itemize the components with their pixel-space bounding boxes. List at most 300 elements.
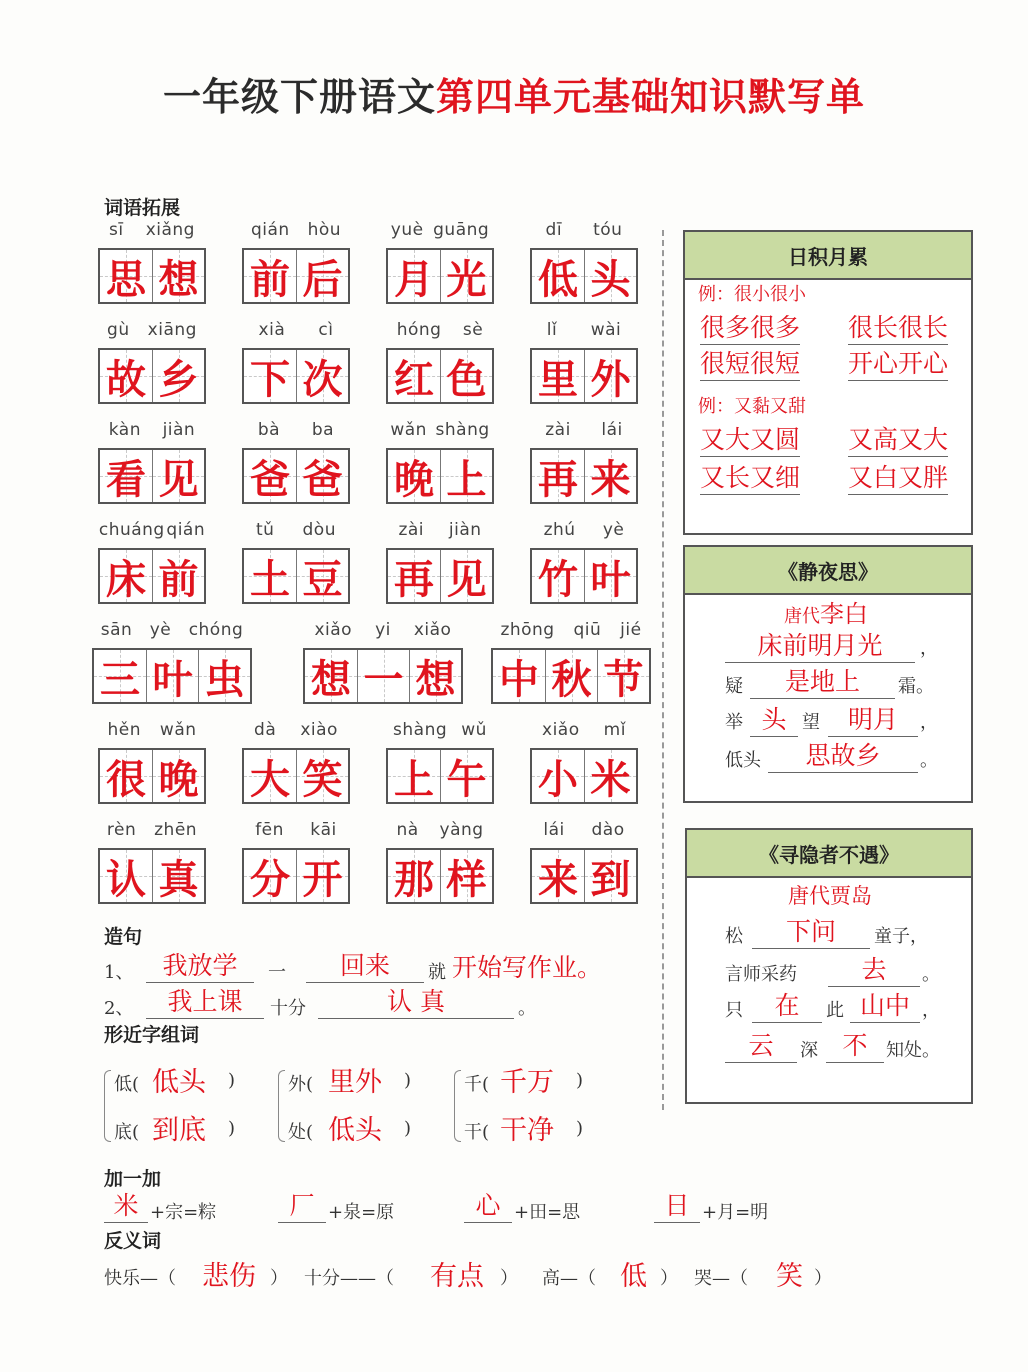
- pinyin-syllable: kāi: [310, 820, 337, 840]
- pinyin: [386, 520, 494, 540]
- poem2-line1: 下问: [752, 912, 870, 949]
- hanzi: 里: [538, 355, 578, 403]
- tianzige-cell: [388, 750, 440, 802]
- riji-example-1: 例：很小很小: [698, 284, 806, 305]
- hanzi: 来: [538, 855, 578, 903]
- hanzi: 想: [415, 655, 456, 703]
- tianzige-cell: [440, 250, 492, 302]
- poem-jingyesi-title: 《静夜思》: [685, 547, 971, 595]
- tianzige-cell: [584, 750, 636, 802]
- tianzige-cell: [597, 650, 649, 702]
- hanzi: 叶: [590, 555, 631, 603]
- pinyin-syllable: gù: [107, 320, 130, 340]
- antonym-word: 哭—（: [694, 1268, 748, 1289]
- hanzi: 虫: [204, 655, 245, 703]
- sentence1-part2: 回来: [306, 946, 424, 983]
- punct: ，: [922, 1000, 940, 1021]
- tianzige-cell: [584, 550, 636, 602]
- section-sentence: 造句: [104, 926, 143, 948]
- pinyin-syllable: sè: [462, 320, 484, 340]
- tianzige-cell: [440, 750, 492, 802]
- hanzi: 爸: [302, 455, 343, 503]
- tianzige-cell: [440, 350, 492, 402]
- punct: ): [576, 1070, 584, 1091]
- tianzige-cell: [357, 650, 409, 702]
- sentence-number: 2、: [104, 998, 134, 1019]
- pinyin-syllable: dào: [591, 820, 625, 840]
- tianzige-cell: [296, 850, 348, 902]
- tianzige-cell: [146, 650, 198, 702]
- title-red: 第四单元基础知识默写单: [436, 74, 866, 119]
- hanzi: 大: [250, 755, 290, 803]
- hanzi: 午: [446, 755, 487, 803]
- similar-char: 千(: [464, 1074, 490, 1095]
- add-formula: +田=思: [514, 1202, 581, 1223]
- tianzige-cell: [440, 450, 492, 502]
- tianzige-box: [303, 648, 463, 704]
- pinyin-syllable: guāng: [433, 220, 490, 240]
- hanzi: 来: [590, 455, 631, 503]
- poem-text: 松: [725, 926, 743, 947]
- pinyin-syllable: xià: [258, 320, 286, 340]
- hanzi: 见: [446, 555, 487, 603]
- pinyin-syllable: hěn: [107, 720, 141, 740]
- hanzi: 红: [394, 355, 434, 403]
- tianzige-box: [242, 548, 350, 604]
- pinyin-syllable: dòu: [302, 520, 336, 540]
- pinyin-syllable: sī: [109, 220, 124, 240]
- tianzige-box: [491, 648, 651, 704]
- punct: ，: [920, 712, 938, 733]
- punct: ): [228, 1118, 236, 1139]
- hanzi: 上: [446, 455, 487, 503]
- similar-answer: 低头: [328, 1115, 382, 1146]
- pinyin-syllable: wǎn: [390, 420, 427, 440]
- section-vocab: 词语拓展: [104, 197, 181, 219]
- tianzige-cell: [584, 350, 636, 402]
- pinyin-syllable: zài: [545, 420, 571, 440]
- pinyin-syllable: lái: [543, 820, 565, 840]
- page-title: [0, 66, 1028, 121]
- pinyin-syllable: bà: [257, 420, 281, 440]
- pinyin: [98, 720, 206, 740]
- title-black: 一年级下册语文: [162, 74, 436, 119]
- hanzi: 故: [106, 355, 146, 403]
- hanzi: 分: [250, 855, 290, 903]
- tianzige-cell: [100, 750, 152, 802]
- hanzi: 小: [538, 755, 578, 803]
- poem2-line4b: 不: [826, 1026, 884, 1063]
- pinyin-syllable: wǎn: [159, 720, 197, 740]
- divider: [662, 230, 664, 1110]
- tianzige-cell: [296, 450, 348, 502]
- pinyin-syllable: dà: [254, 720, 277, 740]
- hanzi: 中: [499, 655, 539, 703]
- hanzi: 下: [250, 355, 290, 403]
- hanzi: 次: [302, 355, 343, 403]
- pinyin-syllable: nà: [396, 820, 419, 840]
- tianzige-box: [386, 348, 494, 404]
- hanzi: 那: [394, 855, 434, 903]
- hanzi: 想: [158, 255, 199, 303]
- poem1-line3a: 头: [750, 700, 798, 737]
- tianzige-cell: [296, 550, 348, 602]
- sentence-text: 十分: [270, 998, 306, 1019]
- punct: ）: [814, 1268, 832, 1289]
- tianzige-cell: [532, 750, 584, 802]
- tianzige-box: [98, 548, 206, 604]
- add-formula: +宗=粽: [150, 1202, 217, 1223]
- tianzige-box: [386, 848, 494, 904]
- tianzige-cell: [388, 250, 440, 302]
- pinyin: [530, 220, 638, 240]
- pinyin-syllable: chóng: [188, 620, 244, 640]
- tianzige-box: [386, 448, 494, 504]
- poem2-author: 唐代贾岛: [788, 884, 872, 908]
- hanzi: 后: [302, 255, 343, 303]
- pinyin: [242, 320, 350, 340]
- brace: [104, 1070, 111, 1142]
- pinyin: [92, 620, 252, 640]
- pinyin-syllable: xiǎo: [314, 620, 353, 640]
- tianzige-cell: [440, 550, 492, 602]
- poem-text: 言师采药: [725, 964, 797, 985]
- hanzi: 再: [394, 555, 434, 603]
- pinyin: [242, 520, 350, 540]
- similar-answer: 低头: [152, 1067, 206, 1098]
- antonym-answer: 低: [620, 1261, 647, 1292]
- tianzige-cell: [545, 650, 597, 702]
- hanzi: 外: [590, 355, 631, 403]
- tianzige-box: [242, 848, 350, 904]
- similar-char: 低(: [114, 1074, 140, 1095]
- pinyin: [530, 420, 638, 440]
- pinyin: [242, 820, 350, 840]
- poem-text: 此: [826, 1000, 844, 1021]
- punct: ): [404, 1070, 412, 1091]
- pinyin-syllable: lái: [601, 420, 623, 440]
- riji-word: 又白又胖: [848, 458, 948, 495]
- pinyin-syllable: zhú: [543, 520, 576, 540]
- poem2-line4a: 云: [725, 1026, 797, 1063]
- tianzige-cell: [388, 350, 440, 402]
- similar-answer: 里外: [328, 1067, 382, 1098]
- pinyin: [98, 820, 206, 840]
- pinyin-syllable: chuáng: [98, 520, 165, 540]
- riji-word: 开心开心: [848, 344, 948, 381]
- section-add: 加一加: [104, 1168, 162, 1190]
- pinyin-syllable: ba: [311, 420, 335, 440]
- pinyin: [491, 620, 651, 640]
- hanzi: 乡: [158, 355, 199, 403]
- hanzi: 思: [106, 255, 146, 303]
- pinyin-syllable: hóng: [396, 320, 442, 340]
- pinyin-syllable: wǔ: [461, 720, 487, 740]
- add-answer: 心: [464, 1186, 512, 1223]
- pinyin-syllable: shàng: [393, 720, 448, 740]
- pinyin-syllable: xiāng: [147, 320, 197, 340]
- pinyin-syllable: dī: [545, 220, 563, 240]
- sentence2-part2: 认 真: [318, 982, 514, 1019]
- tianzige-cell: [296, 350, 348, 402]
- hanzi: 很: [106, 755, 146, 803]
- similar-char: 外(: [288, 1074, 314, 1095]
- sentence-text: 一: [268, 962, 286, 983]
- pinyin-syllable: yàng: [439, 820, 484, 840]
- similar-char: 处(: [288, 1122, 314, 1143]
- pinyin: [530, 820, 638, 840]
- poem-text: 疑: [725, 676, 743, 697]
- tianzige-cell: [152, 250, 204, 302]
- tianzige-box: [242, 748, 350, 804]
- hanzi: 床: [106, 555, 146, 603]
- similar-char: 干(: [464, 1122, 490, 1143]
- hanzi: 土: [250, 555, 290, 603]
- pinyin-syllable: lǐ: [546, 320, 558, 340]
- tianzige-box: [386, 748, 494, 804]
- poem1-author: [784, 594, 868, 629]
- tianzige-cell: [532, 550, 584, 602]
- poem-text: 深: [800, 1040, 818, 1061]
- pinyin: [242, 420, 350, 440]
- hanzi: 竹: [538, 555, 578, 603]
- poem1-dynasty: 唐代: [784, 606, 820, 627]
- hanzi: 秋: [551, 655, 592, 703]
- pinyin-syllable: wài: [590, 320, 622, 340]
- pinyin: [98, 220, 206, 240]
- pinyin-syllable: mǐ: [603, 720, 626, 740]
- antonym-answer: 有点: [430, 1261, 484, 1292]
- punct: ）: [500, 1268, 518, 1289]
- tianzige-cell: [100, 250, 152, 302]
- tianzige-cell: [244, 450, 296, 502]
- tianzige-box: [386, 248, 494, 304]
- pinyin: [303, 620, 463, 640]
- pinyin-syllable: fēn: [255, 820, 284, 840]
- brace: [278, 1070, 285, 1142]
- hanzi: 色: [446, 355, 487, 403]
- tianzige-cell: [532, 850, 584, 902]
- tianzige-cell: [532, 250, 584, 302]
- pinyin-syllable: xiǎng: [145, 220, 195, 240]
- pinyin: [98, 420, 206, 440]
- poem2-line3b: 山中: [850, 986, 920, 1023]
- poem-text: 知处。: [886, 1040, 940, 1061]
- punct: 。: [920, 750, 938, 771]
- add-answer: 日: [654, 1186, 700, 1223]
- antonym-word: 高—（: [542, 1268, 596, 1289]
- pinyin-syllable: zhēn: [154, 820, 198, 840]
- punct: 。: [922, 964, 940, 985]
- antonym-word: 快乐—（: [104, 1268, 176, 1289]
- sentence-number: 1、: [104, 962, 134, 983]
- riji-word: 又大又圆: [700, 420, 800, 457]
- poem-text: 霜。: [898, 676, 934, 697]
- tianzige-cell: [584, 450, 636, 502]
- pinyin: [242, 220, 350, 240]
- tianzige-cell: [493, 650, 545, 702]
- punct: ）: [270, 1268, 288, 1289]
- pinyin-syllable: jié: [620, 620, 642, 640]
- hanzi: 晚: [158, 755, 199, 803]
- hanzi: 爸: [250, 455, 290, 503]
- tianzige-cell: [198, 650, 250, 702]
- pinyin: [530, 520, 638, 540]
- pinyin-syllable: tóu: [593, 220, 623, 240]
- add-formula: +泉=原: [328, 1202, 395, 1223]
- tianzige-cell: [100, 550, 152, 602]
- hanzi: 到: [590, 855, 631, 903]
- pinyin-syllable: cì: [318, 320, 334, 340]
- pinyin: [98, 520, 206, 540]
- tianzige-cell: [244, 350, 296, 402]
- hanzi: 前: [250, 255, 290, 303]
- tianzige-box: [530, 548, 638, 604]
- brace: [454, 1070, 461, 1142]
- riji-title: 日积月累: [685, 232, 971, 280]
- hanzi: 想: [311, 655, 351, 703]
- tianzige-cell: [244, 250, 296, 302]
- pinyin: [530, 320, 638, 340]
- tianzige-box: [530, 748, 638, 804]
- pinyin-syllable: zài: [398, 520, 425, 540]
- tianzige-cell: [296, 750, 348, 802]
- tianzige-box: [98, 448, 206, 504]
- pinyin-syllable: kàn: [108, 420, 142, 440]
- add-formula: +月=明: [702, 1202, 769, 1223]
- tianzige-box: [530, 448, 638, 504]
- pinyin: [530, 720, 638, 740]
- tianzige-box: [530, 348, 638, 404]
- pinyin-syllable: jiàn: [162, 420, 196, 440]
- poem2-line2: 去: [828, 950, 920, 987]
- tianzige-cell: [305, 650, 357, 702]
- punct: ): [404, 1118, 412, 1139]
- antonym-answer: 悲伤: [202, 1261, 256, 1292]
- poem-text: 低头: [725, 750, 761, 771]
- punct: ）: [660, 1268, 678, 1289]
- hanzi: 前: [158, 555, 199, 603]
- tianzige-cell: [244, 550, 296, 602]
- hanzi: 真: [158, 855, 199, 903]
- hanzi: 三: [100, 655, 140, 703]
- add-answer: 厂: [278, 1186, 326, 1223]
- pinyin: [386, 420, 494, 440]
- pinyin-syllable: jiàn: [448, 520, 482, 540]
- tianzige-cell: [152, 750, 204, 802]
- tianzige-cell: [152, 450, 204, 502]
- sentence-text: 就: [428, 962, 446, 983]
- punct: ，: [920, 638, 938, 659]
- punct: 。: [518, 998, 536, 1019]
- hanzi: 头: [590, 255, 631, 303]
- add-answer: 米: [104, 1186, 148, 1223]
- pinyin-syllable: xiǎo: [413, 620, 452, 640]
- tianzige-cell: [100, 450, 152, 502]
- riji-word: 又高又大: [848, 420, 948, 457]
- hanzi: 晚: [394, 455, 434, 503]
- tianzige-cell: [388, 550, 440, 602]
- hanzi: 米: [590, 755, 631, 803]
- hanzi: 月: [394, 255, 434, 303]
- hanzi: 认: [106, 855, 146, 903]
- tianzige-box: [242, 248, 350, 304]
- poem-text: 只: [725, 1000, 743, 1021]
- tianzige-cell: [244, 850, 296, 902]
- pinyin: [98, 320, 206, 340]
- pinyin-syllable: hòu: [307, 220, 342, 240]
- tianzige-cell: [388, 850, 440, 902]
- poem-text: 童子，: [874, 926, 928, 947]
- punct: ): [228, 1070, 236, 1091]
- pinyin-syllable: sān: [100, 620, 133, 640]
- tianzige-box: [530, 848, 638, 904]
- tianzige-cell: [388, 450, 440, 502]
- hanzi: 看: [106, 455, 146, 503]
- poem-xunyin-title: 《寻隐者不遇》: [687, 830, 971, 878]
- tianzige-cell: [94, 650, 146, 702]
- antonym-word: 十分——（: [304, 1268, 394, 1289]
- tianzige-cell: [152, 550, 204, 602]
- tianzige-box: [530, 248, 638, 304]
- riji-example-2: 例：又黏又甜: [698, 396, 806, 417]
- tianzige-box: [386, 548, 494, 604]
- pinyin-syllable: qián: [250, 220, 290, 240]
- tianzige-cell: [584, 250, 636, 302]
- tianzige-cell: [440, 850, 492, 902]
- tianzige-box: [242, 348, 350, 404]
- sentence1-part1: 我放学: [146, 946, 254, 983]
- poem-text: 举: [725, 712, 743, 733]
- poem1-poet: 李白: [820, 600, 868, 628]
- tianzige-cell: [244, 750, 296, 802]
- hanzi: 豆: [302, 555, 343, 603]
- poem1-line1: 床前明月光: [725, 626, 915, 663]
- tianzige-cell: [100, 850, 152, 902]
- tianzige-cell: [152, 850, 204, 902]
- sentence1-part3: 开始写作业。: [452, 953, 603, 982]
- hanzi: 上: [394, 755, 434, 803]
- riji-word: 很长很长: [848, 308, 948, 345]
- pinyin-syllable: yuè: [390, 220, 424, 240]
- tianzige-box: [98, 748, 206, 804]
- punct: ): [576, 1118, 584, 1139]
- pinyin: [242, 720, 350, 740]
- hanzi: 光: [446, 255, 487, 303]
- pinyin: [386, 320, 494, 340]
- tianzige-box: [98, 348, 206, 404]
- sentence2-part1: 我上课: [146, 982, 264, 1019]
- tianzige-cell: [296, 250, 348, 302]
- tianzige-box: [92, 648, 252, 704]
- tianzige-box: [98, 248, 206, 304]
- poem1-line2: 是地上: [750, 662, 895, 699]
- similar-answer: 千万: [500, 1067, 554, 1098]
- pinyin-syllable: yi: [375, 620, 391, 640]
- hanzi: 再: [538, 455, 578, 503]
- section-similar: 形近字组词: [104, 1024, 200, 1046]
- pinyin-syllable: qiū: [573, 620, 602, 640]
- hanzi: 低: [538, 255, 578, 303]
- pinyin-syllable: shàng: [435, 420, 490, 440]
- similar-char: 底(: [114, 1122, 140, 1143]
- similar-answer: 到底: [152, 1115, 206, 1146]
- hanzi: 笑: [302, 755, 343, 803]
- riji-word: 又长又细: [700, 458, 800, 495]
- tianzige-cell: [152, 350, 204, 402]
- tianzige-cell: [100, 350, 152, 402]
- hanzi: 一: [363, 655, 404, 703]
